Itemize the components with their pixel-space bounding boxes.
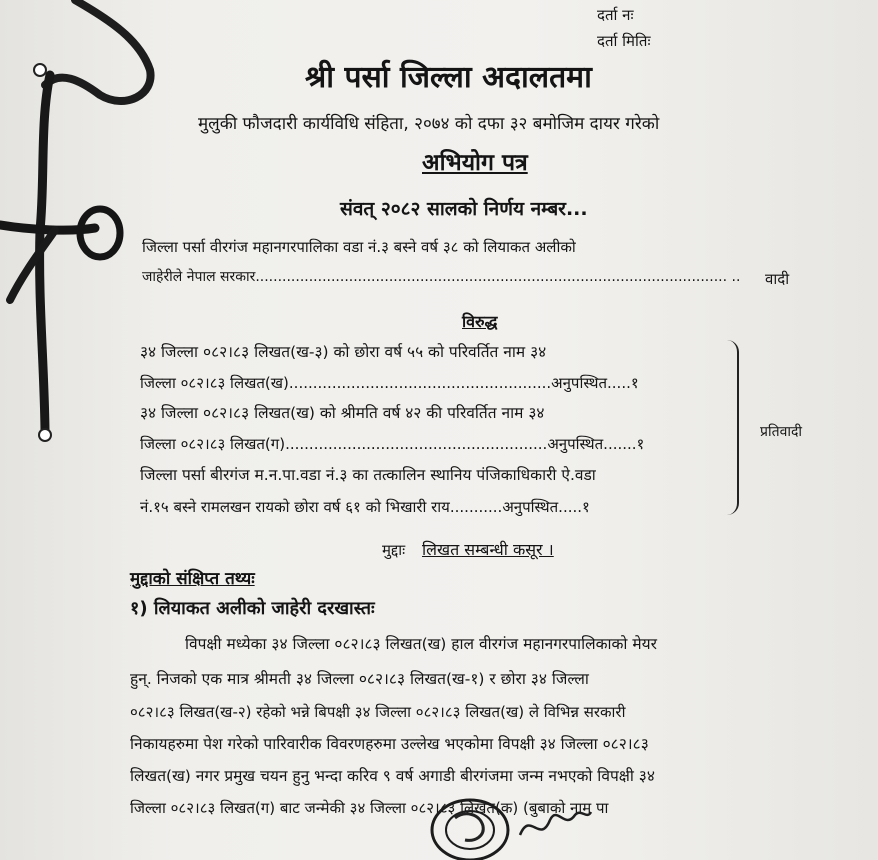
registration-date-label: दर्ता मितिः [597, 32, 651, 50]
facts-heading: मुद्दाको संक्षिप्त तथ्यः [130, 569, 255, 589]
document-title: अभियोग पत्र [422, 150, 528, 176]
facts-paragraph-line: जिल्ला ०८२।८३ लिखत(ग) बाट जन्मेकी ३४ जिल्ला ०८२।८३ लिखत(क) (बुबाको नाम पा [130, 799, 609, 817]
case-name: लिखत सम्बन्धी कसूर । [422, 540, 554, 559]
plaintiff-line-2: जाहेरीले नेपाल सरकार.......................................................................................................... .. [142, 269, 741, 285]
defendant-line: नं.१५ बस्ने रामलखन रायको छोरा वर्ष ६१ को भिखारी राय...........अनुपस्थित.....१ [140, 498, 590, 516]
facts-paragraph-line: हुन्. निजको एक मात्र श्रीमती ३४ जिल्ला ०८२।८३ लिखत(ख-१) र छोरा ३४ जिल्ला [130, 670, 589, 688]
decision-number: संवत् २०८२ सालको निर्णय नम्बर... [340, 198, 588, 220]
plaintiff-line-1: जिल्ला पर्सा वीरगंज महानगरपालिका वडा नं.३ बस्ने वर्ष ३८ को लियाकत अलीको [142, 238, 576, 256]
act-line: मुलुकी फौजदारी कार्यविधि संहिता, २०७४ को दफा ३२ बमोजिम दायर गरेको [198, 114, 660, 134]
defendant-line: ३४ जिल्ला ०८२।८३ लिखत(ख) को श्रीमति वर्ष ४२ की परिवर्तित नाम ३४ [140, 404, 545, 422]
facts-paragraph-line: निकायहरुमा पेश गरेको पारिवारीक विवरणहरुमा उल्लेख भएकोमा विपक्षी ३४ जिल्ला ०८२।८३ [130, 735, 649, 753]
defendant-line: जिल्ला ०८२।८३ लिखत(ख).......................................................अनुपस्थित.....१ [140, 374, 639, 392]
facts-paragraph-line: विपक्षी मध्येका ३४ जिल्ला ०८२।८३ लिखत(ख) हाल वीरगंज महानगरपालिकाको मेयर [185, 635, 657, 653]
defendant-line: जिल्ला ०८२।८३ लिखत(ग).......................................................अनुपस्थित.......१ [140, 435, 645, 453]
official-stamp [425, 790, 595, 860]
facts-subheading: १) लियाकत अलीको जाहेरी दरखास्तः [130, 598, 375, 619]
defendant-role: प्रतिवादी [760, 424, 803, 440]
registration-no-label: दर्ता नः [597, 6, 634, 24]
facts-paragraph-line: ०८२।८३ लिखत(ख-२) रहेको भन्ने बिपक्षी ३४ जिल्ला ०८२।८३ लिखत(ख) ले विभिन्न सरकारी [130, 703, 626, 721]
facts-paragraph-line: लिखत(ख) नगर प्रमुख चयन हुनु भन्दा करिव ९ वर्ष अगाडी बीरगंजमा जन्म नभएको विपक्षी ३४ [130, 767, 655, 785]
versus-heading: विरुद्ध [462, 312, 498, 331]
defendant-line: जिल्ला पर्सा बीरगंज म.न.पा.वडा नं.३ का तत्कालिन स्थानिय पंजिकाधिकारी ऐ.वडा [140, 466, 596, 484]
plaintiff-role: वादी [765, 270, 790, 288]
case-label: मुद्दाः [382, 541, 406, 559]
defendants-brace [725, 340, 739, 515]
court-title: श्री पर्सा जिल्ला अदालतमा [305, 60, 592, 95]
defendant-line: ३४ जिल्ला ०८२।८३ लिखत(ख-३) को छोरा वर्ष ५५ को परिवर्तित नाम ३४ [140, 343, 547, 361]
